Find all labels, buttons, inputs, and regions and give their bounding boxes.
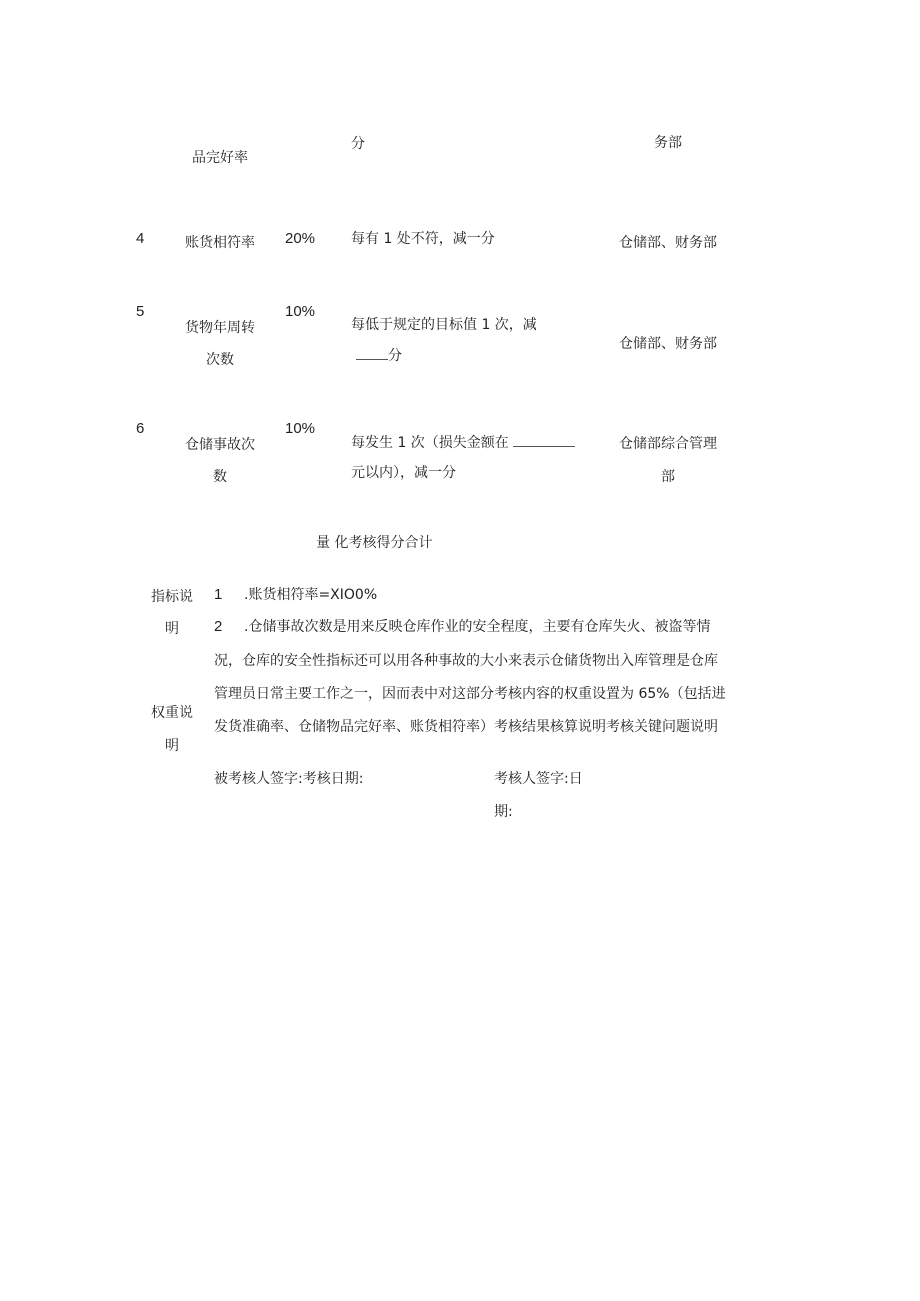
indicator-note-label-line1: 指标说 (151, 589, 193, 605)
row-6-dept-line1: 仓储部综合管理 (619, 436, 717, 452)
row-4-dept: 仓储部、财务部 (619, 235, 717, 251)
row-6-name-line1: 仓储事故次 (185, 437, 255, 453)
weight-note-label-line2: 明 (165, 738, 179, 754)
row-6-number: 6 (136, 420, 145, 437)
total-score-label: 量 化考核得分合计 (316, 535, 433, 551)
row-6-name-line2: 数 (213, 469, 227, 485)
weight-note-label-line1: 权重说 (151, 705, 193, 721)
row-5-weight: 10% (285, 303, 316, 320)
note-1-text: .账货相符率=XIO0% (244, 587, 378, 603)
row-4-number: 4 (136, 230, 145, 247)
fill-in-blank (513, 432, 575, 447)
row-6-weight: 10% (285, 420, 316, 437)
assessee-signature-line: 被考核人签字:考核日期: (214, 771, 364, 787)
row-4-name: 账货相符率 (185, 235, 255, 251)
note-2-text: .仓储事故次数是用来反映仓库作业的安全程度，主要有仓库失火、被盗等情 (244, 619, 711, 635)
row-5-name-line1: 货物年周转 (185, 320, 255, 336)
note-2-number: 2 (214, 618, 223, 635)
row-partial-name: 品完好率 (192, 150, 248, 166)
row-5-number: 5 (136, 303, 145, 320)
note-2-continuation-line1: 况，仓库的安全性指标还可以用各种事故的大小来表示仓储货物出入库管理是仓库 (214, 653, 718, 669)
row-6-rule-line2: 元以内），减一分 (351, 465, 456, 481)
row-partial-rule: 分 (351, 136, 365, 152)
assessor-signature-line2: 期: (494, 804, 513, 820)
assessor-signature-line1: 考核人签字:日 (494, 771, 583, 787)
row-4-rule: 每有 1 处不符，减一分 (351, 231, 495, 247)
note-2-continuation-line2: 管理员日常主要工作之一，因而表中对这部分考核内容的权重设置为 65%（包括进 (214, 686, 726, 702)
row-6-dept-line2: 部 (661, 469, 675, 485)
row-5-rule-line1: 每低于规定的目标值 1 次，减 (351, 317, 537, 333)
fill-in-blank (356, 345, 388, 360)
note-2-continuation-line3: 发货准确率、仓储物品完好率、账货相符率）考核结果核算说明考核关键问题说明 (214, 719, 718, 735)
note-1-number: 1 (214, 586, 223, 603)
row-5-rule-line2: 分 (356, 345, 402, 366)
row-6-rule-line1: 每发生 1 次（损失金额在 (351, 432, 575, 453)
row-5-dept: 仓储部、财务部 (619, 336, 717, 352)
row-4-weight: 20% (285, 230, 316, 247)
row-5-name-line2: 次数 (206, 352, 234, 368)
row-partial-dept: 务部 (654, 135, 682, 151)
indicator-note-label-line2: 明 (165, 621, 179, 637)
